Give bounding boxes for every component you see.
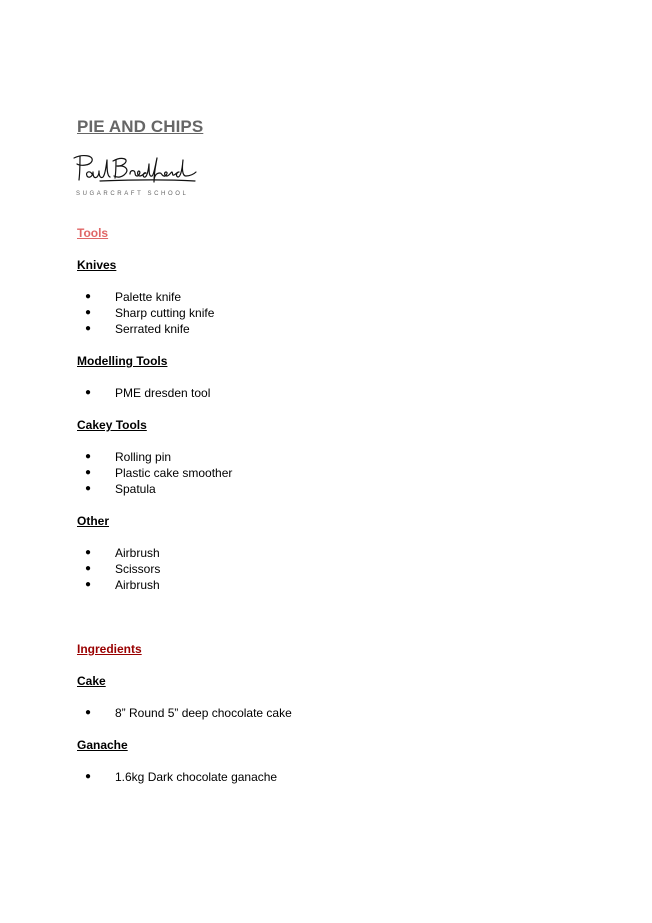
bullet-icon: ● (85, 483, 92, 494)
list-item-text: Serrated knife (115, 322, 190, 336)
list-item-text: Sharp cutting knife (115, 306, 215, 320)
bullet-icon: ● (85, 547, 92, 558)
bullet-icon: ● (85, 307, 92, 318)
list-item (0, 321, 214, 337)
list-item-text: 1.6kg Dark chocolate ganache (115, 770, 278, 784)
other-tools-heading: Other (77, 514, 110, 528)
list-item-text: Airbrush (115, 578, 160, 592)
list-item-text: Palette knife (115, 290, 182, 304)
bullet-icon: ● (85, 323, 92, 334)
tools-section-heading: Tools (77, 226, 109, 240)
page-title: PIE AND CHIPS (77, 117, 204, 136)
ganache-heading: Ganache (77, 738, 128, 752)
bullet-icon: ● (85, 291, 92, 302)
list-item-text: 8” Round 5” deep chocolate cake (115, 706, 292, 720)
list-item-text: Airbrush (115, 546, 160, 560)
knives-list (0, 289, 214, 337)
list-item-text: Plastic cake smoother (115, 466, 233, 480)
list-item-text: Scissors (115, 562, 161, 576)
list-item (0, 481, 232, 497)
knives-heading: Knives (77, 258, 117, 272)
modelling-tools-list (0, 385, 210, 401)
bullet-icon: ● (85, 467, 92, 478)
list-item (0, 545, 160, 561)
other-tools-list (0, 545, 160, 593)
bullet-icon: ● (85, 771, 92, 782)
list-item (0, 769, 277, 785)
list-item (0, 465, 232, 481)
paul-bradford-logo (70, 150, 202, 200)
list-item (0, 561, 160, 577)
modelling-tools-heading: Modelling Tools (77, 354, 168, 368)
list-item-text: Spatula (115, 482, 156, 496)
list-item (0, 289, 214, 305)
list-item-text: PME dresden tool (115, 386, 211, 400)
list-item-text: Rolling pin (115, 450, 172, 464)
bullet-icon: ● (85, 387, 92, 398)
logo-subtitle: SUGARCRAFT SCHOOL (76, 191, 189, 197)
list-item (0, 385, 210, 401)
signature-logo-image (70, 150, 202, 200)
cakey-tools-list (0, 449, 232, 497)
list-item (0, 577, 160, 593)
list-item (0, 449, 232, 465)
list-item (0, 305, 214, 321)
ingredients-section-heading: Ingredients (77, 642, 142, 656)
list-item (0, 705, 292, 721)
cake-heading: Cake (77, 674, 106, 688)
bullet-icon: ● (85, 707, 92, 718)
cake-list (0, 705, 292, 721)
cakey-tools-heading: Cakey Tools (77, 418, 147, 432)
bullet-icon: ● (85, 451, 92, 462)
ganache-list (0, 769, 277, 785)
bullet-icon: ● (85, 579, 92, 590)
bullet-icon: ● (85, 563, 92, 574)
